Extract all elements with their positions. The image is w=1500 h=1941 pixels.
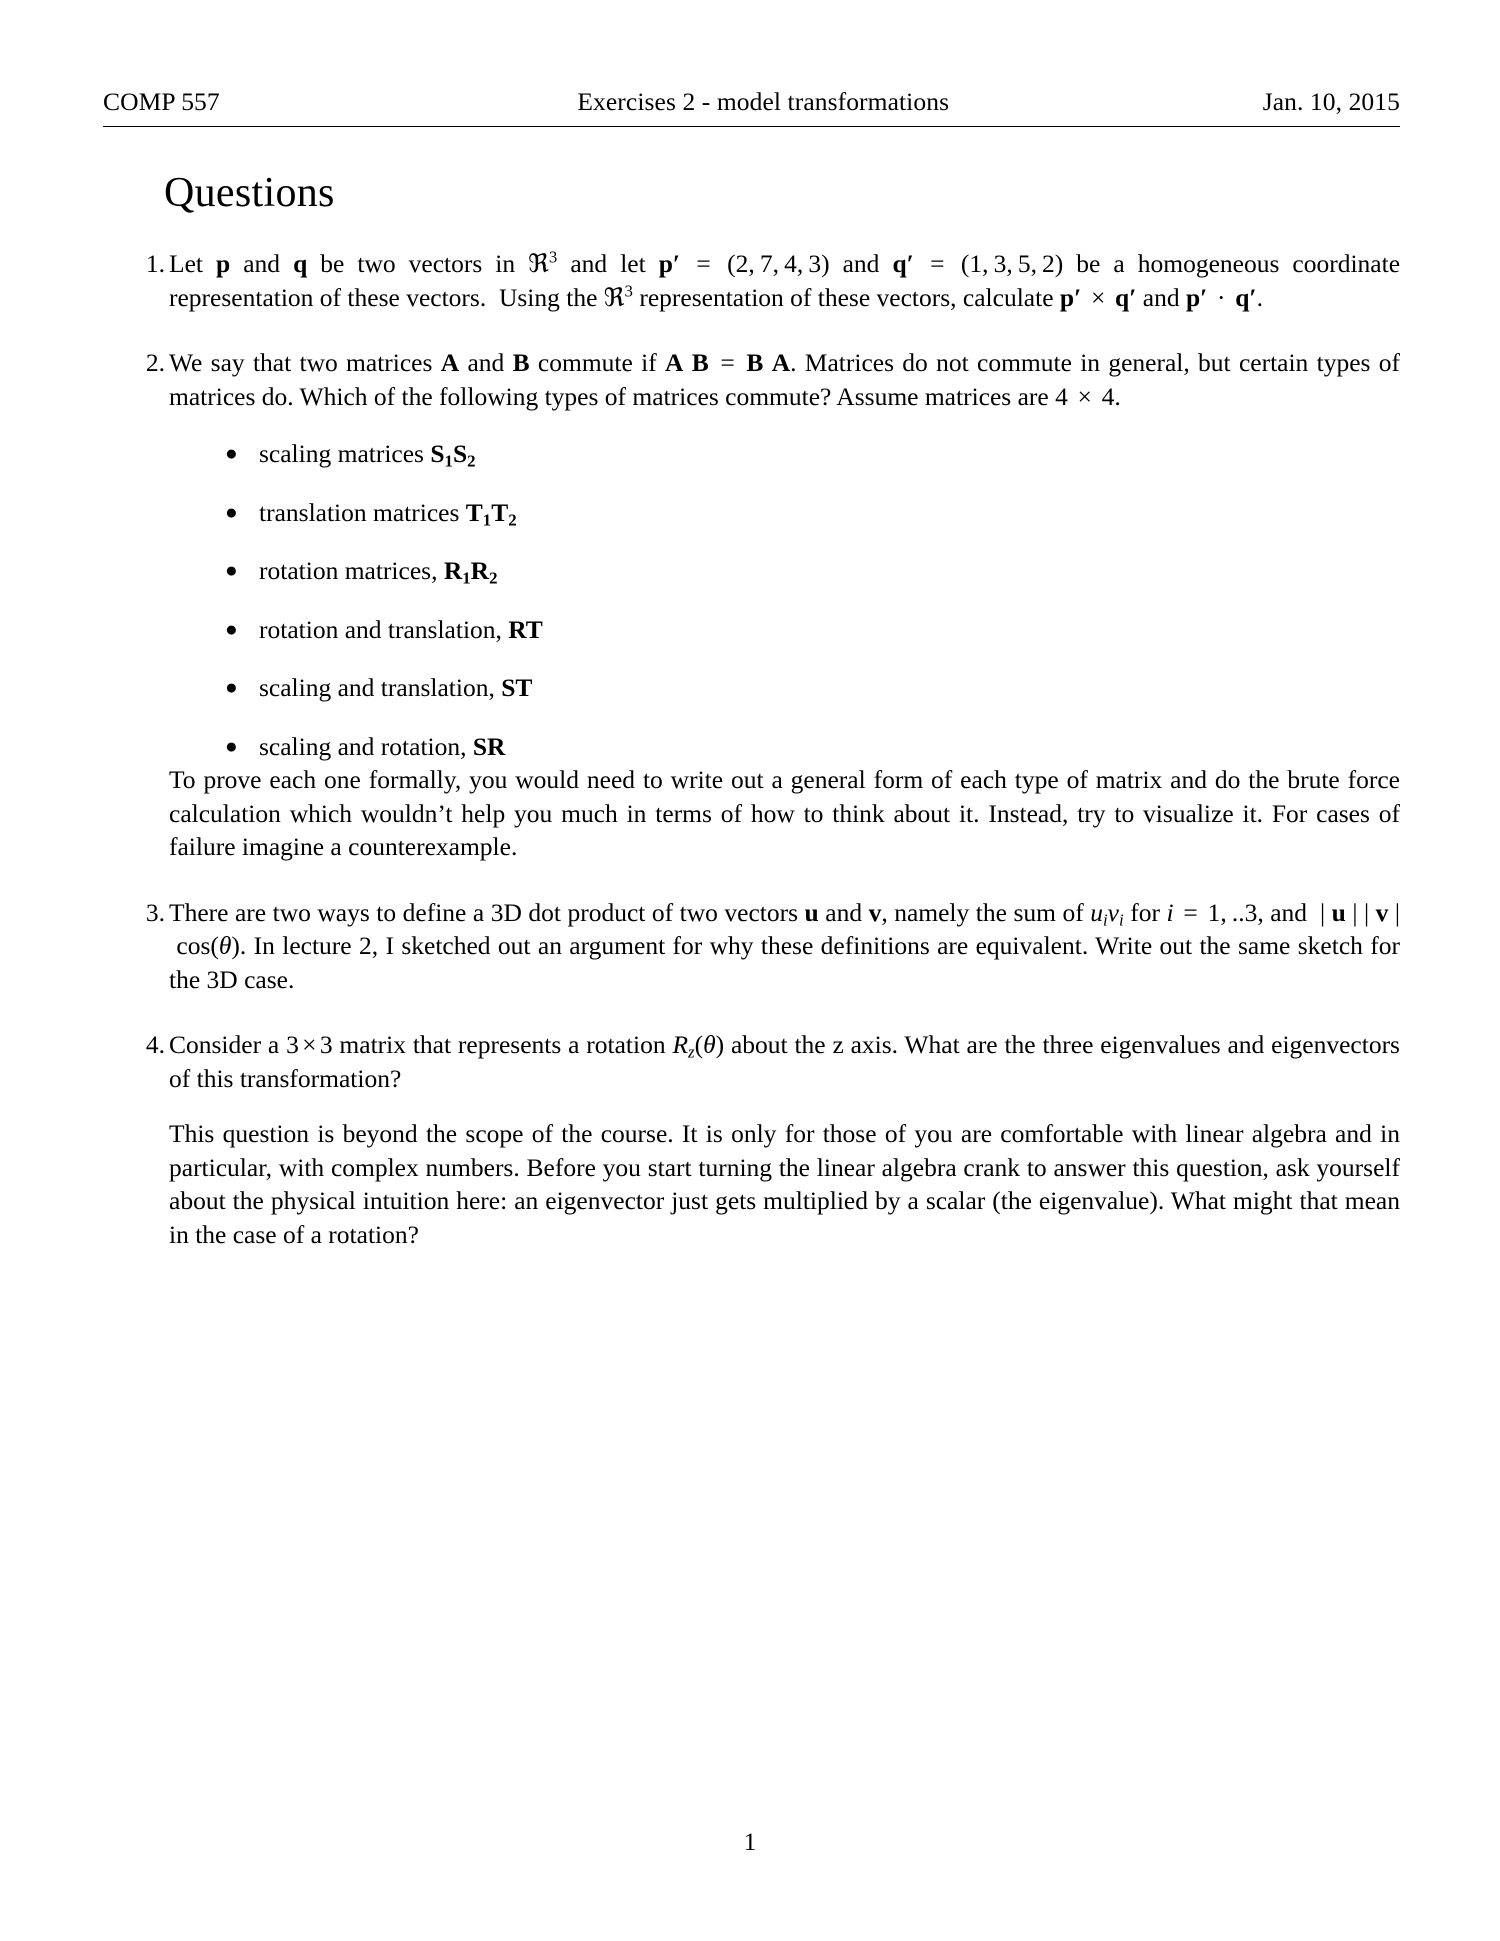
- bullet-symbol: $R_1R_2$: [443, 556, 498, 588]
- bullet-item-translation-matrices: [225, 496, 1400, 530]
- bullet-dot-icon: ●: [225, 733, 238, 758]
- question-text-4: Consider a 3 × 3 matrix that represents a rotation $R_z(\theta)$ about the z axis. What are the three eigenvalues and eigenvectors of this transformation?: [169, 1030, 1400, 1093]
- question-number-3: 3.: [145, 897, 165, 927]
- bullet-item-rotation-and-translation: [225, 613, 1400, 647]
- header-title: Exercises 2 - model transformations: [577, 87, 950, 116]
- question-item-1: [103, 247, 1400, 314]
- bullet-dot-icon: ●: [225, 616, 238, 641]
- question-text-2: We say that two matrices A and B commute if A B = B A. Matrices do not commute in general, but certain types of matrices do. Which of the following types of matrices commute? Assume matrices are 4 × 4.: [169, 348, 1400, 411]
- page-number: 1: [743, 1827, 757, 1856]
- bullet-label: rotation matrices,: [259, 556, 438, 586]
- question-text-1: Let p and q be two vectors in ℜ$^3$ and let p′ = (2, 7, 4, 3) and q′ = (1, 3, 5, 2) be a homogeneous coordinate representation of these vectors. Using the ℜ$^3$ representation of these vectors, calculate p′ × q′ and p′ · q′.: [169, 247, 1401, 312]
- page-content: [103, 88, 1400, 1251]
- bullet-symbol: $T_1T_2$: [465, 497, 517, 530]
- header-course: COMP 557: [103, 87, 220, 116]
- bullet-dot-icon: ●: [225, 558, 238, 583]
- question-4-closing-paragraph: This question is beyond the scope of the course. It is only for those of you are comfortable with linear algebra and in particular, with complex numbers. Before you start turning the linear algebra crank to answer this question, ask yourself about the physical intuition here: an eigenvector just gets multiplied by a scalar (the eigenvalue). What might that mean in the case of a rotation?: [169, 1119, 1400, 1249]
- bullet-label: scaling matrices: [259, 439, 424, 469]
- question-number-4: 4.: [145, 1030, 165, 1060]
- page-title: Questions: [164, 170, 335, 217]
- matrix-type-bullets: [169, 437, 1400, 763]
- bullet-symbol: SR: [472, 731, 506, 761]
- bullet-dot-icon: ●: [225, 499, 238, 524]
- bullet-dot-icon: ●: [225, 675, 238, 700]
- question-item-2: [103, 346, 1400, 864]
- bullet-symbol: $S_1S_2$: [430, 439, 476, 471]
- bullet-item-rotation-matrices: [225, 554, 1400, 588]
- bullet-symbol: RT: [508, 614, 543, 644]
- running-header: [103, 88, 1400, 116]
- header-date: Jan. 10, 2015: [1262, 87, 1400, 116]
- question-text-3: There are two ways to define a 3D dot product of two vectors u and v, namely the sum of $u_iv_i$ for i = 1, ..3, and | u | | v | cos(θ). In lecture 2, I sketched out an argument for why these definitions are equivalent. Write out the same sketch for the 3D case.: [169, 897, 1400, 994]
- question-number-1: 1.: [145, 249, 165, 279]
- header-divider: [103, 126, 1400, 127]
- bullet-item-scaling-and-rotation: [225, 730, 1400, 764]
- bullet-label: rotation and translation,: [259, 614, 502, 644]
- question-item-4: [103, 1028, 1400, 1251]
- question-item-3: [103, 896, 1400, 997]
- question-2-closing-paragraph: To prove each one formally, you would need to write out a general form of each type of matrix and do the brute force calculation which wouldn’t help you much in terms of how to think about it. Instead, try to visualize it. For cases of failure imagine a counterexample.: [169, 765, 1400, 862]
- question-number-2: 2.: [145, 348, 165, 378]
- bullet-label: scaling and translation,: [259, 673, 495, 703]
- bullet-item-scaling-and-translation: [225, 671, 1400, 705]
- questions-list: [103, 247, 1400, 1251]
- bullet-dot-icon: ●: [225, 441, 238, 466]
- bullet-symbol: ST: [501, 673, 533, 703]
- bullet-item-scaling-matrices: [225, 437, 1400, 471]
- bullet-label: scaling and rotation,: [259, 731, 467, 761]
- bullet-label: translation matrices: [259, 497, 460, 527]
